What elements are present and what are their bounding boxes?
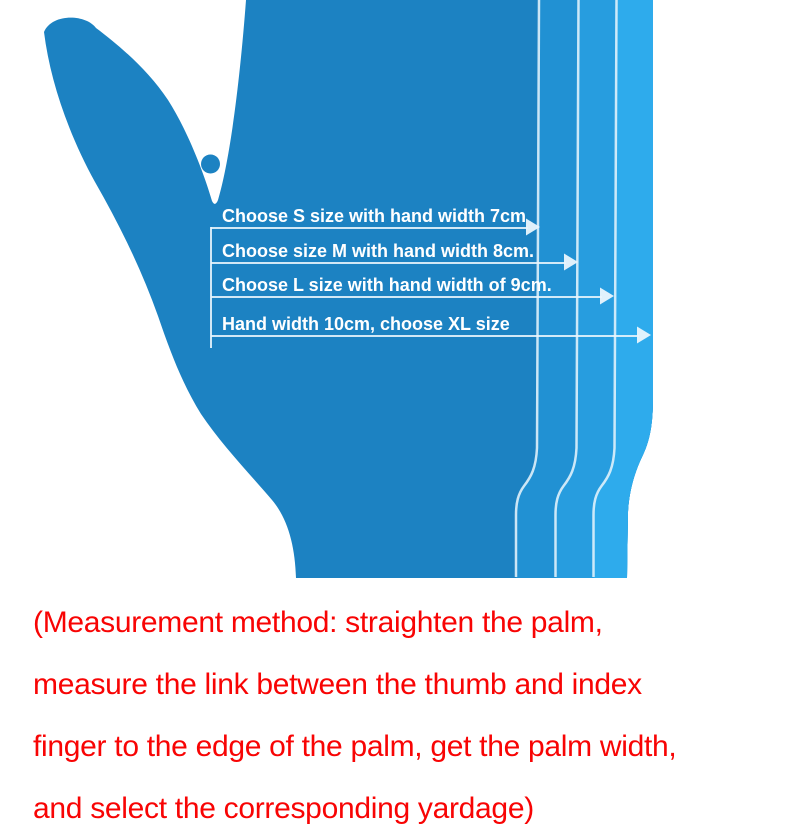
glove-dot (201, 155, 220, 174)
measurement-note (33, 592, 793, 840)
measurement-note-line: and select the corresponding yardage) (33, 792, 534, 825)
annotation-label-s: Choose S size with hand width 7cm (222, 206, 527, 226)
measurement-note-line: measure the link between the thumb and index (33, 668, 642, 701)
measurement-note-line: (Measurement method: straighten the palm, (33, 606, 603, 639)
measurement-note-line: finger to the edge of the palm, get the palm width, (33, 730, 677, 763)
annotation-label-m: Choose size M with hand width 8cm. (222, 241, 535, 261)
annotation-label-l: Choose L size with hand width of 9cm. (222, 275, 552, 295)
annotation-label-xl: Hand width 10cm, choose XL size (222, 314, 510, 334)
